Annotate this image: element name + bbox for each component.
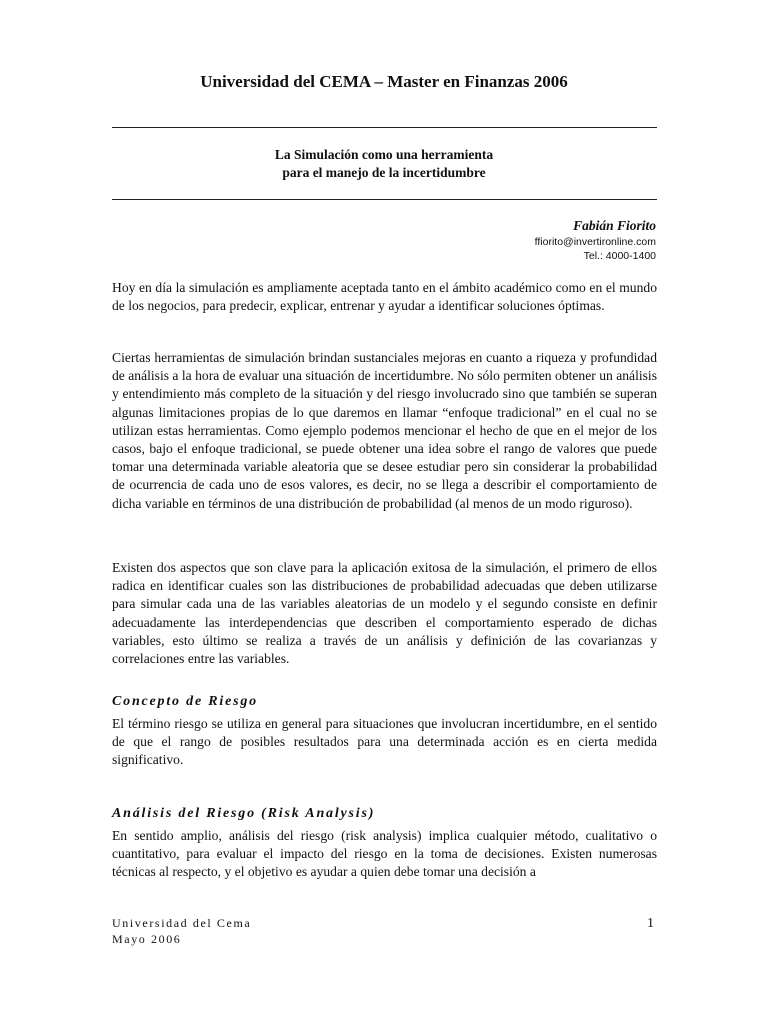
subtitle-line-2: para el manejo de la incertidumbre <box>282 165 486 180</box>
paragraph-analisis-riesgo: En sentido amplio, análisis del riesgo (risk analysis) implica cualquier método, cualitativo o cuantitativo, para evaluar el impacto del riesgo en la toma de decisiones. Existen numerosas técnicas al respecto, y el objetivo es ayudar a quien debe tomar una decisión a <box>112 828 657 880</box>
paragraph-intro: Hoy en día la simulación es ampliamente aceptada tanto en el ámbito académico como en el mundo de los negocios, para predecir, explicar, entrenar y ayudar a identificar soluciones óptimas. <box>112 280 657 314</box>
paragraph-aspects: Existen dos aspectos que son clave para la aplicación exitosa de la simulación, el primero de ellos radica en identificar cuales son las distribuciones de probabilidad adecuadas que deben utilizarse para simular cada una de las variables aleatorias de un modelo y el segundo consiste en definir adecuadamente las interdependencias que describen el comportamiento esperado de dichas variables, esto último se realiza a través de un análisis y definición de las covarianzas y correlaciones entre las variables. <box>112 560 657 667</box>
subtitle-line-1: La Simulación como una herramienta <box>274 147 494 162</box>
author-block <box>535 217 656 263</box>
top-rule <box>112 127 657 128</box>
footer-institution <box>112 915 251 947</box>
author-email: ffiorito@invertironline.com <box>534 236 656 248</box>
header-title: Universidad del CEMA – Master en Finanzas 2006 <box>200 72 568 91</box>
document-subtitle <box>0 146 768 182</box>
footer-line-2: Mayo 2006 <box>112 932 182 946</box>
section-heading-analisis-riesgo: Análisis del Riesgo (Risk Analysis) <box>112 806 376 821</box>
footer-line-1: Universidad del Cema <box>112 916 252 930</box>
author-phone: Tel.: 4000-1400 <box>583 250 656 262</box>
paragraph-tools: Ciertas herramientas de simulación brindan sustanciales mejoras en cuanto a riqueza y profundidad de análisis a la hora de evaluar una situación de incertidumbre. No sólo permiten obtener un análisis y entendimiento más completo de la situación y del riesgo involucrado sino que también se superan algunas limitaciones propias de lo que daremos en llamar “enfoque tradicional” en el cual no se utilizan estas herramientas. Como ejemplo podemos mencionar el hecho de que en el mejor de los casos, bajo el enfoque tradicional, se puede obtener una idea sobre el rango de valores que puede tomar una determinada variable aleatoria que se desee estudiar pero sin considerar la probabilidad de ocurrencia de cada uno de esos valores, es decir, no se llega a describir el comportamiento de dicha variable en términos de una distribución de probabilidad (al menos de un modo riguroso). <box>112 350 657 511</box>
section-heading-concepto-riesgo: Concepto de Riesgo <box>112 694 258 709</box>
paragraph-concepto-riesgo: El término riesgo se utiliza en general para situaciones que involucran incertidumbre, en el sentido de que el rango de posibles resultados para una determinada acción es en cierta medida significativo. <box>112 716 657 768</box>
page-number: 1 <box>647 916 654 931</box>
author-name: Fabián Fiorito <box>573 218 656 233</box>
bottom-rule <box>112 199 657 200</box>
